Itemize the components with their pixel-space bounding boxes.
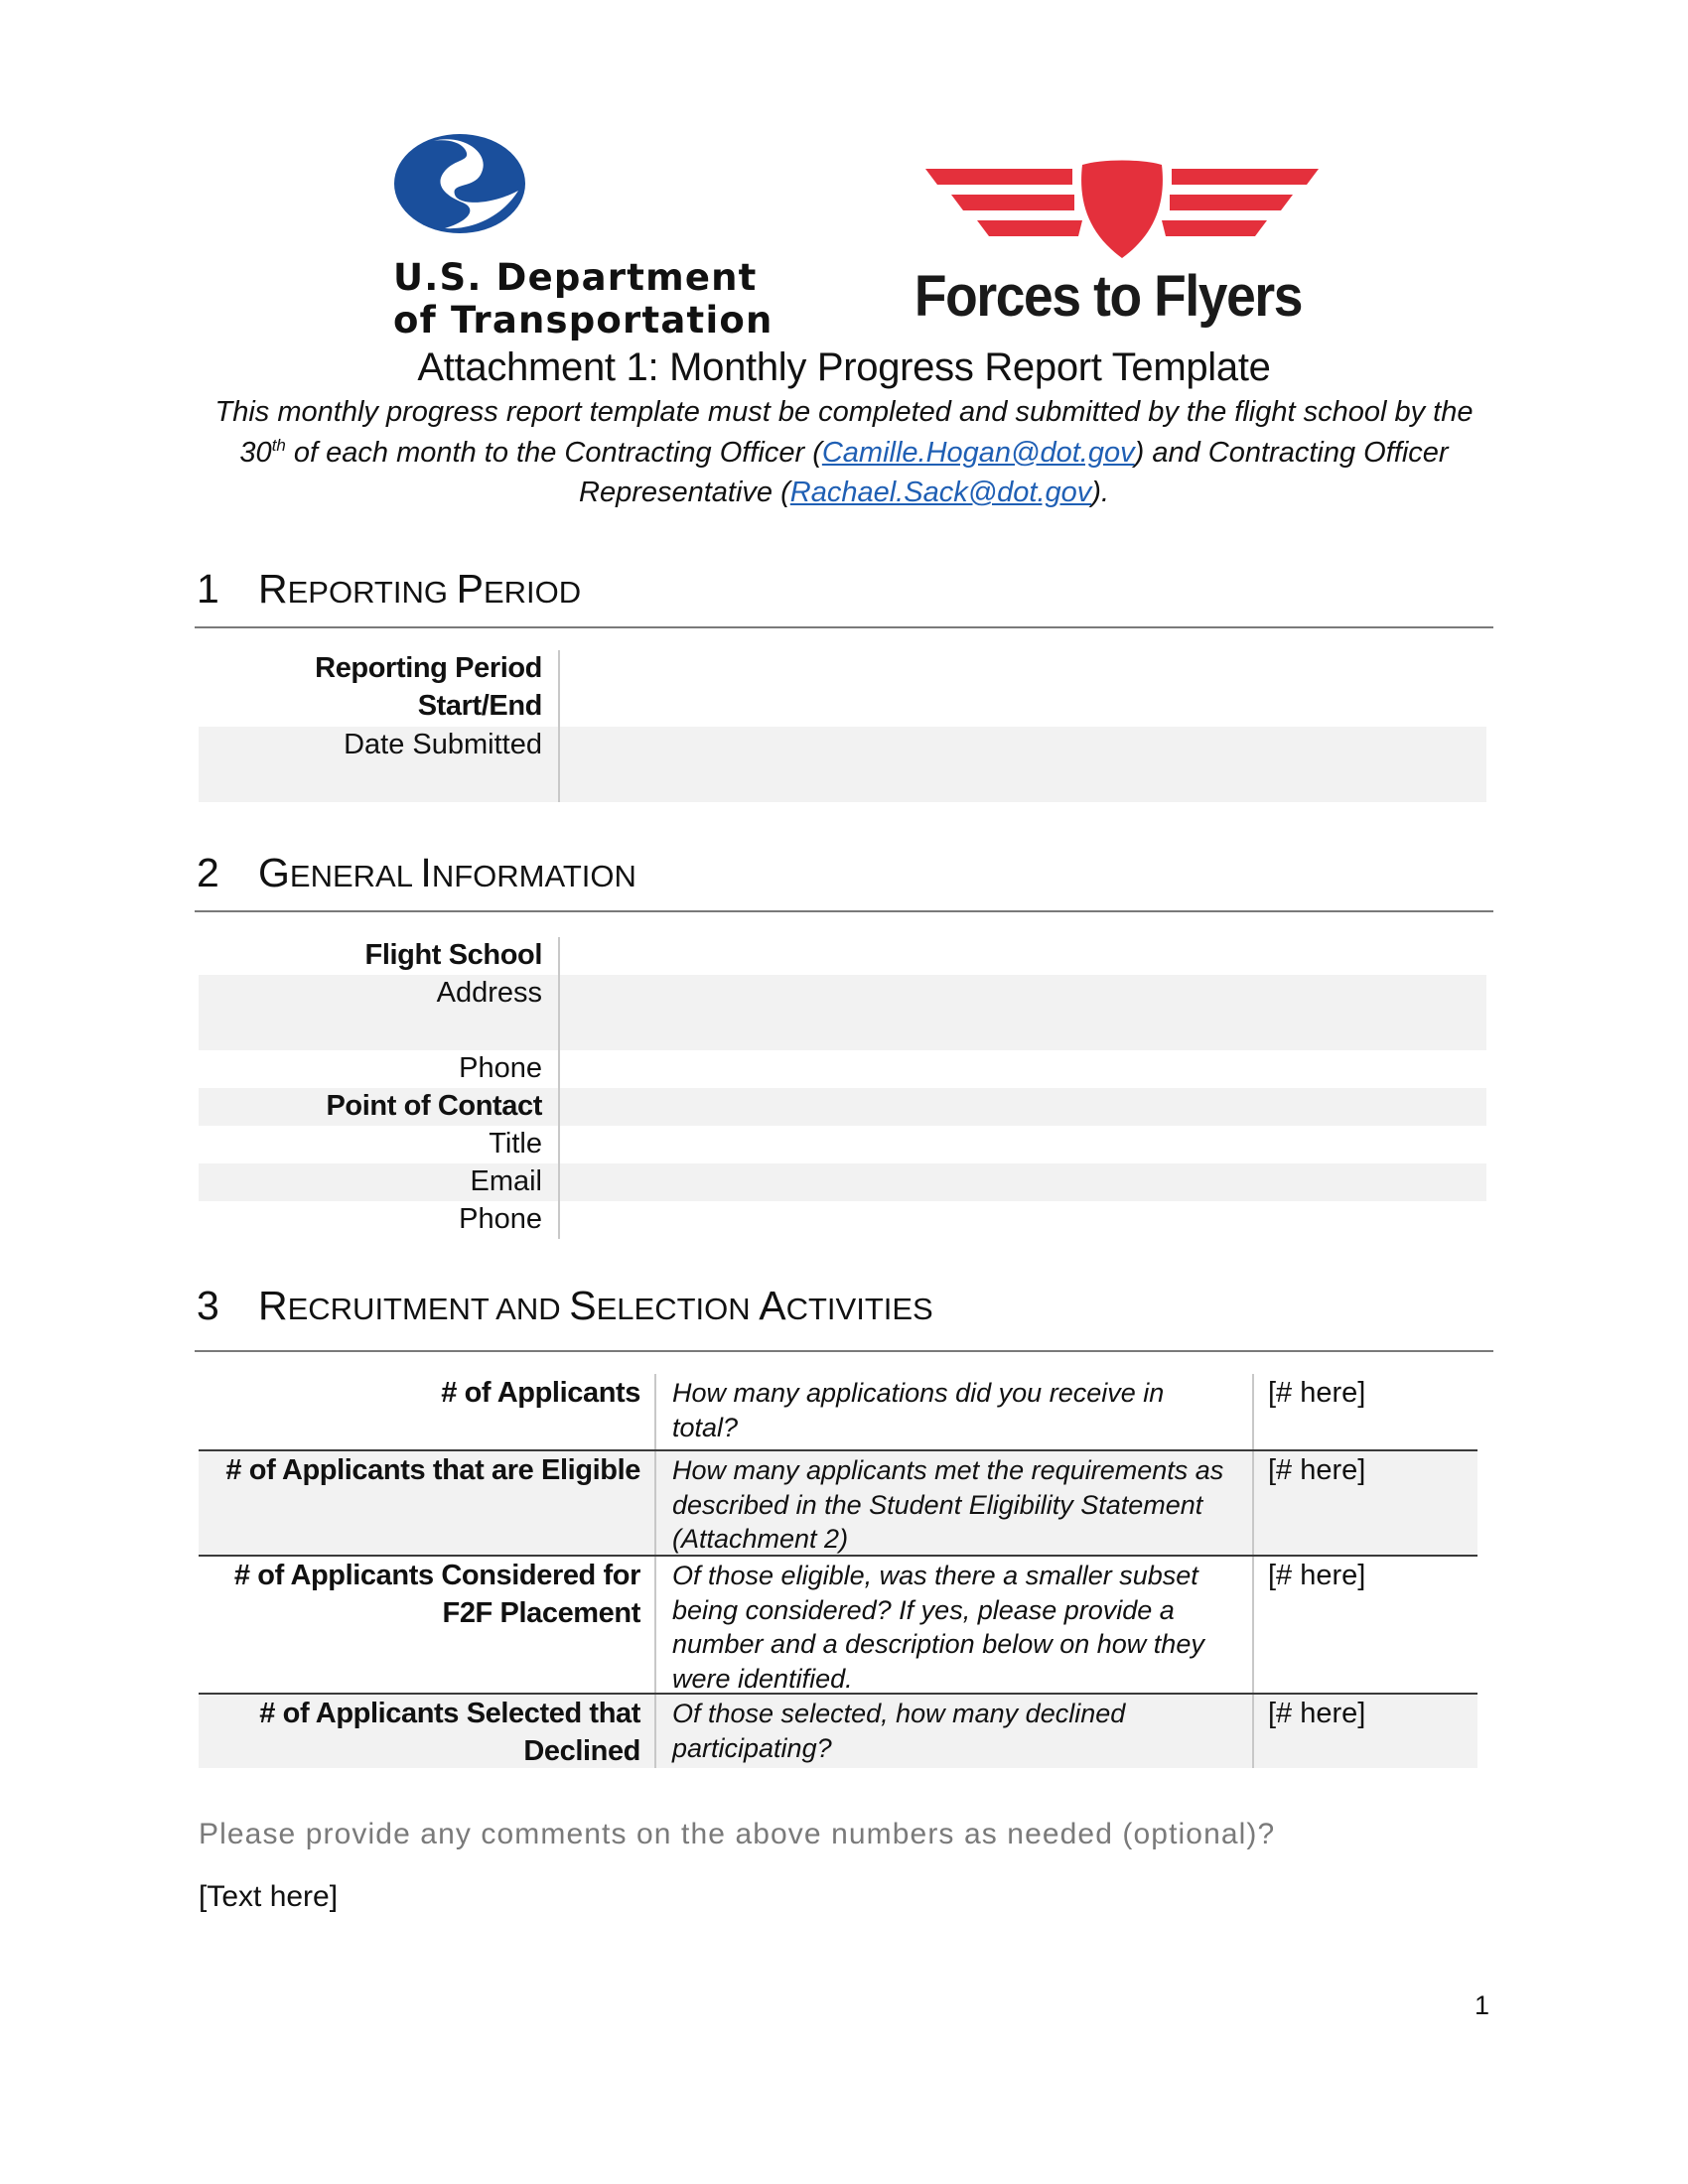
flight-school-input[interactable]: [560, 937, 1486, 975]
dot-name-line2: of Transportation: [393, 299, 774, 341]
metric-label: # of Applicants Selected that Declined: [199, 1695, 656, 1768]
table-row: [199, 1201, 1486, 1239]
metric-label: # of Applicants Considered for F2F Placement: [199, 1557, 656, 1693]
contact-title-input[interactable]: [560, 1126, 1486, 1163]
contracting-officer-email-link[interactable]: Camille.Hogan@dot.gov: [821, 436, 1135, 469]
field-label: Reporting Period Start/End: [199, 650, 560, 727]
heading-smallcaps: ERIOD: [483, 575, 582, 610]
section-heading-reporting-period: [197, 564, 581, 617]
section-heading-recruitment: [197, 1281, 933, 1334]
section-number: 1: [197, 566, 219, 612]
field-label: Phone: [199, 1201, 560, 1239]
heading-smallcaps: ECRUITMENT AND: [287, 1292, 570, 1326]
eligible-count-input[interactable]: [# here]: [1268, 1454, 1366, 1486]
metric-label: # of Applicants: [199, 1374, 656, 1449]
cor-email-link[interactable]: Rachael.Sack@dot.gov: [789, 477, 1092, 508]
dot-logo: [393, 131, 810, 349]
dot-name-line1: U.S. Department: [393, 256, 758, 299]
table-row: [199, 1050, 1486, 1088]
heading-cap: R: [258, 566, 288, 612]
ordinal-suffix: th: [271, 435, 286, 455]
contact-email-input[interactable]: [560, 1163, 1486, 1201]
intro-text-2: of each month to the Contracting Officer (: [285, 436, 822, 469]
section-number: 3: [197, 1283, 219, 1328]
heading-cap: G: [258, 850, 290, 895]
field-label: Flight School: [199, 937, 560, 975]
section-divider: [195, 626, 1493, 628]
intro-paragraph: [199, 392, 1489, 513]
table-row: [199, 937, 1486, 975]
intro-text-3: ) and Contracting Officer Representative (: [579, 436, 1449, 508]
table-row: [199, 1555, 1477, 1693]
comments-prompt: Please provide any comments on the above numbers as needed (optional)?: [199, 1818, 1276, 1850]
field-label: Phone: [199, 1050, 560, 1088]
field-label: Title: [199, 1126, 560, 1163]
date-submitted-input[interactable]: [560, 727, 1486, 802]
table-row: [199, 1126, 1486, 1163]
section-divider: [195, 1350, 1493, 1352]
declined-count-input[interactable]: [# here]: [1268, 1698, 1366, 1729]
metric-description: How many applications did you receive in total?: [656, 1374, 1254, 1449]
contact-phone-input[interactable]: [560, 1201, 1486, 1239]
intro-text-1: This monthly progress report template must be completed and submitted by the flight school by the 30: [214, 396, 1474, 469]
heading-smallcaps: ELECTION: [596, 1292, 760, 1326]
address-input[interactable]: [560, 975, 1486, 1050]
heading-smallcaps: CTIVITIES: [785, 1292, 933, 1326]
table-row: [199, 1693, 1477, 1768]
considered-count-input[interactable]: [# here]: [1268, 1560, 1366, 1591]
page-number: 1: [1474, 1990, 1489, 2020]
table-row: [199, 1163, 1486, 1201]
dot-seal-icon: [393, 133, 526, 234]
applicants-count-input[interactable]: [# here]: [1268, 1377, 1366, 1409]
dot-name: [393, 256, 774, 341]
table-row: [199, 1088, 1486, 1126]
heading-cap: S: [569, 1283, 597, 1328]
field-label: Email: [199, 1163, 560, 1201]
heading-cap: P: [456, 566, 484, 612]
table-row: [199, 975, 1486, 1050]
section-divider: [195, 910, 1493, 912]
heading-cap: R: [258, 1283, 288, 1328]
table-row: [199, 1374, 1477, 1449]
field-label: Point of Contact: [199, 1088, 560, 1126]
point-of-contact-input[interactable]: [560, 1088, 1486, 1126]
f2f-name: Forces to Flyers: [914, 264, 1303, 329]
heading-cap: A: [759, 1283, 786, 1328]
metric-description: Of those selected, how many declined participating?: [656, 1695, 1254, 1768]
table-row: [199, 650, 1486, 727]
general-information-table: [199, 937, 1486, 1239]
heading-cap: I: [420, 850, 432, 895]
metric-label: # of Applicants that are Eligible: [199, 1451, 656, 1555]
recruitment-table: [199, 1374, 1477, 1768]
heading-smallcaps: NFORMATION: [431, 859, 636, 893]
table-row: [199, 1449, 1477, 1555]
metric-description: Of those eligible, was there a smaller subset being considered? If yes, please provide a number and a description below on how they were identified.: [656, 1557, 1254, 1693]
reporting-period-input[interactable]: [560, 650, 1486, 727]
forces-to-flyers-logo: [880, 159, 1336, 338]
school-phone-input[interactable]: [560, 1050, 1486, 1088]
document-title: Attachment 1: Monthly Progress Report Template: [417, 345, 1271, 389]
section-heading-general-information: [197, 848, 636, 901]
field-label: Date Submitted: [199, 727, 560, 802]
intro-text-4: ).: [1091, 477, 1109, 508]
winged-shield-icon: [923, 159, 1321, 262]
section-number: 2: [197, 850, 219, 895]
metric-description: How many applicants met the requirements as described in the Student Eligibility Statement (Attachment 2): [656, 1451, 1254, 1555]
comments-input[interactable]: [Text here]: [199, 1880, 339, 1913]
table-row: [199, 727, 1486, 802]
reporting-period-table: [199, 650, 1486, 802]
heading-smallcaps: EPORTING: [287, 575, 457, 610]
field-label: Address: [199, 975, 560, 1050]
heading-smallcaps: ENERAL: [289, 859, 421, 893]
